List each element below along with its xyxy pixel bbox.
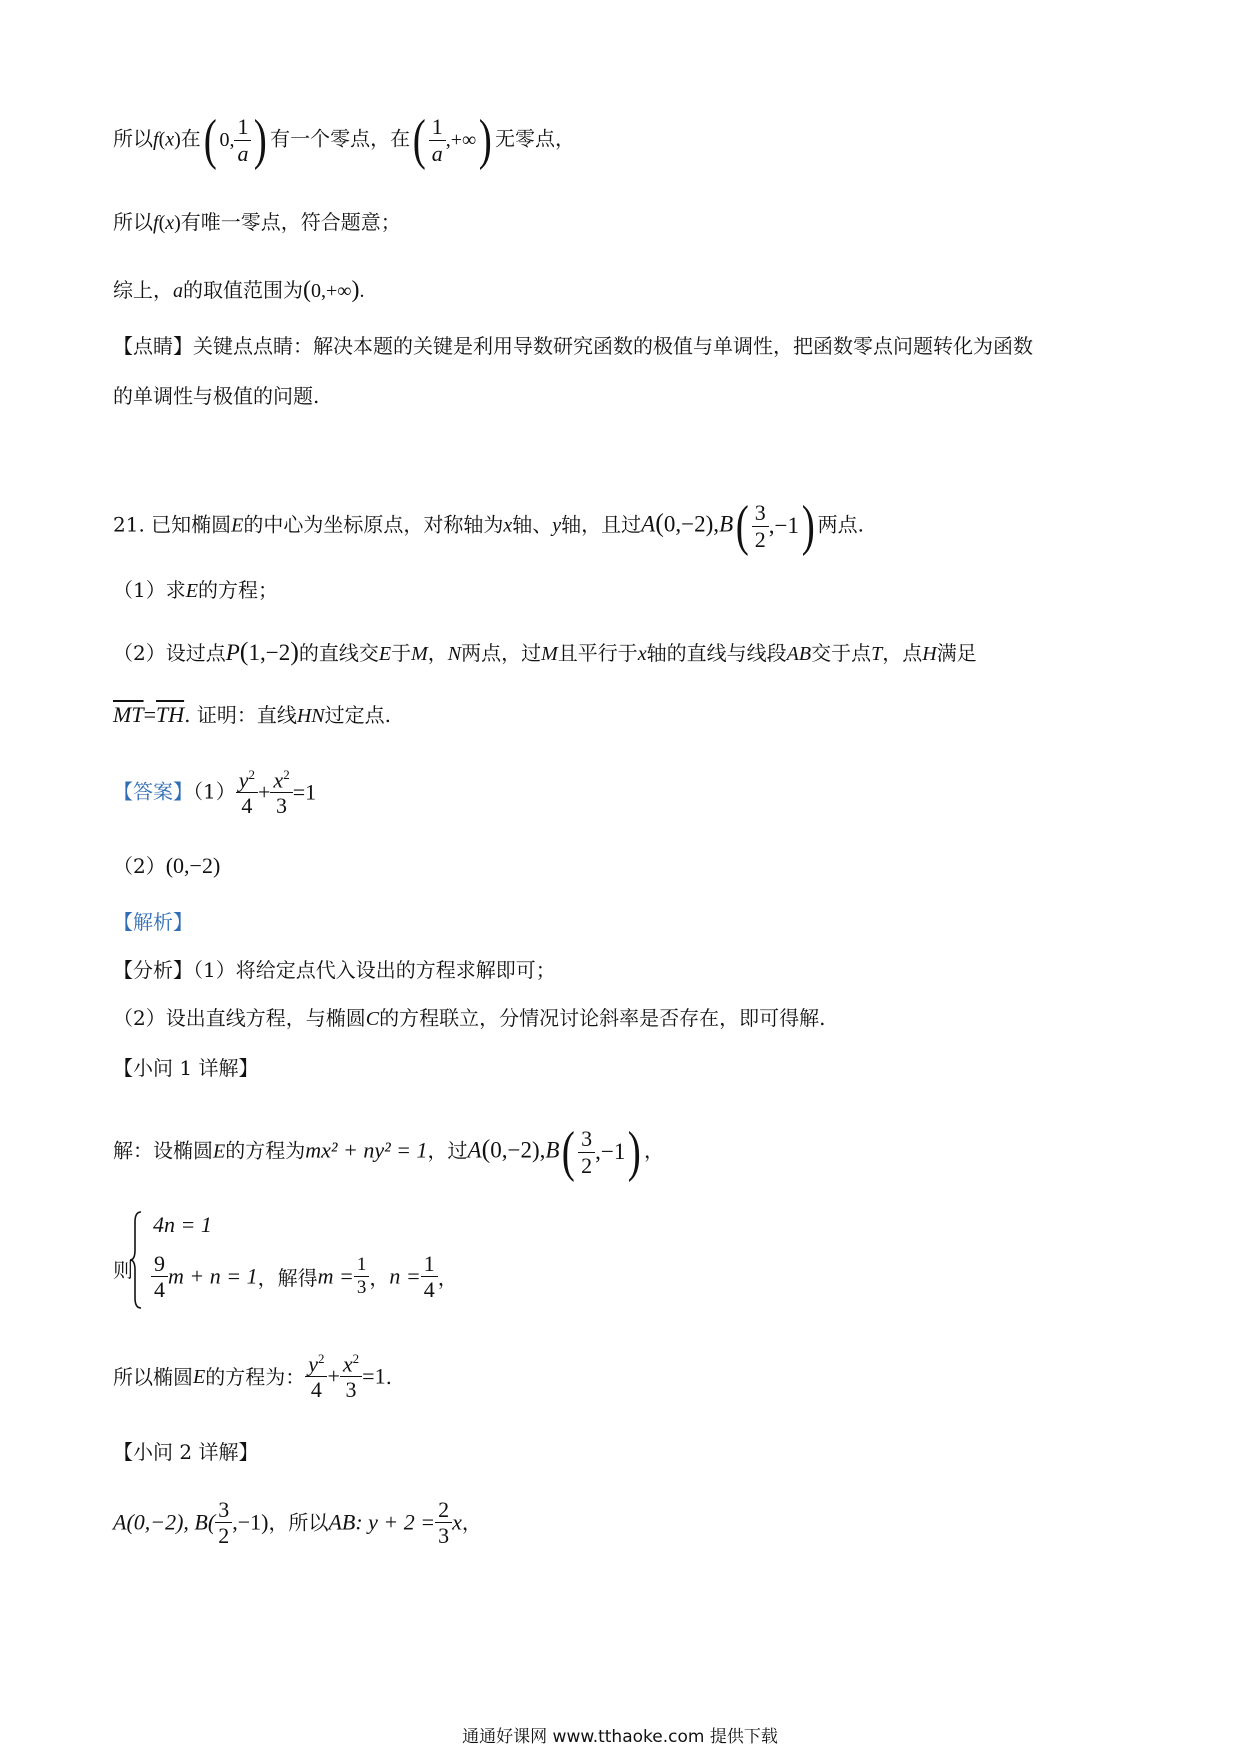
analysis-line-2 [113,1006,825,1031]
text: 关键点点睛：解决本题的关键是利用导数研究函数的极值与单调性，把函数零点问题转化为函数 [193,334,1033,358]
numerator: $x^2$ [340,1352,362,1377]
text: 的方程联立，分情况讨论斜率是否存在，即可得解. [379,1006,826,1030]
denominator: 3 [438,1523,450,1549]
math-text: 0, [219,129,235,151]
math-E: E [378,643,392,665]
numerator: 3 [752,501,769,526]
denominator: 4 [310,1377,322,1403]
math-text: =1 [292,779,317,805]
text-line [113,334,1033,358]
text: 轴，且过 [561,512,642,537]
text: 的直线交 [298,641,379,665]
math-text: A(0,−2), B( [113,1509,216,1535]
fraction [305,1352,327,1402]
tag-dianjing: 【点睛】 [113,334,193,358]
math-a: a [173,280,183,302]
denominator: 4 [241,793,253,819]
math-text: 0,+∞ [311,280,352,302]
math-E: E [231,514,244,537]
numerator: 2 [435,1498,452,1523]
solution-line-1: 解：设椭圆E的方程为mx² + ny² = 1，过A(0,−2),B( $\frac{3}{2}$ ,−1) ， [113,1121,665,1183]
tag-answer: 【答案】 [113,779,193,804]
question-21-part2: （2）设过点P(1,−2)的直线交E于M，N两点，过M且平行于x轴的直线与线段AB交于点T，点H满足 [113,637,977,666]
numerator: $y^2$ [305,1352,327,1377]
math-H: H [922,643,937,665]
text: 解：设椭圆 [113,1138,213,1163]
math-text: = [143,702,156,727]
math-equation: mx² + ny² = 1 [305,1137,428,1163]
answer-line-2 [113,853,220,879]
text: 满足 [936,641,977,665]
text: 的方程； [197,578,278,602]
math-text: ), [705,511,720,537]
text: （1） [193,779,236,804]
heading-xiaowen-1 [113,1056,258,1080]
text: ， [644,1138,665,1163]
text: . [359,280,365,302]
math-AB: AB [328,1509,356,1535]
text: . [385,1364,392,1389]
system-row-1: 4n = 1 [153,1212,212,1237]
text-line: 所以f(x)有唯一零点，符合题意； [113,210,401,234]
math-text: ,+∞ [445,129,477,151]
math-y: y [552,514,562,537]
math-text: + [327,1363,340,1389]
math-M: M [541,643,558,665]
text: . 证明：直线 [184,703,297,727]
math-x: x [503,514,513,537]
math-x: x [342,1351,353,1377]
math-f: f [153,128,159,151]
fraction [215,1498,232,1547]
text: （2）设过点 [113,641,226,665]
tag-jiexi [113,910,193,934]
answer-line-1 [113,768,316,818]
text: 且平行于 [557,641,638,665]
denominator: a [237,140,249,166]
tag-fenxi: 【分析】 [113,958,193,982]
math-text: ,−1 [595,1139,626,1165]
math-text: m + n = 1 [168,1263,258,1289]
text: 的中心为坐标原点，对称轴为 [243,512,504,537]
text-line [113,384,319,408]
math-AB: AB [786,643,812,665]
text: 则 [113,1258,133,1282]
question-21-part1 [113,578,278,603]
fraction [578,1127,595,1176]
page-footer [0,1722,1240,1747]
denominator: 3 [356,1277,367,1299]
solution-line-2 [113,1498,482,1547]
math-E: E [193,1365,206,1388]
fraction [270,768,292,818]
text: 的取值范围为 [183,278,303,302]
denominator: 4 [154,1277,165,1303]
result-line-1 [113,1352,392,1402]
fraction [354,1255,370,1298]
fraction [435,1498,452,1547]
math-f: f [153,212,159,234]
text: 21. 已知椭圆 [113,512,232,537]
numerator: 1 [421,1252,438,1277]
numerator: $x^2$ [270,768,292,793]
text: 所以椭圆 [113,1364,193,1389]
fraction [752,501,769,550]
text: 所以 [113,126,153,151]
brace-icon [129,1210,143,1310]
math-x: x [165,128,175,151]
math-text: ,−1) [232,1509,269,1535]
math-E: E [185,580,198,602]
math-text: (0,−2) [165,853,221,878]
math-x: x [637,643,647,665]
text: （1）求 [113,578,186,602]
numerator: 3 [215,1498,232,1523]
text: ，所以 [268,1510,329,1535]
numerator: 1 [354,1255,370,1277]
denominator: 2 [581,1152,593,1178]
question-21-part2-cont [113,702,391,728]
text: 综上， [113,278,173,302]
text: 于 [391,641,412,665]
math-text: ), [532,1137,546,1163]
math-A: A [467,1137,482,1163]
text: ， [437,1266,458,1291]
math-text: + [258,779,271,805]
numerator: 3 [578,1127,595,1152]
math-text: m = [317,1263,354,1289]
math-E: E [213,1140,226,1163]
math-text: : y + 2 = [355,1509,436,1535]
text: 的方程为： [205,1364,306,1389]
numerator: 1 [429,115,446,140]
text: 轴的直线与线段 [646,641,787,665]
vector-TH: $\overline{TH}$ [155,702,185,727]
math-HN: HN [296,705,325,727]
fraction [429,115,446,164]
heading-text: 【小问 1 详解】 [113,1056,259,1080]
text: 无零点， [494,126,575,151]
fraction [421,1252,438,1301]
math-A: A [641,511,656,537]
math-y: y [238,767,249,793]
math-text: ,−1 [768,513,800,539]
math-text: n = [389,1263,421,1289]
tag-jiexi-text: 【解析】 [113,910,193,934]
text: （1）将给定点代入设出的方程求解即可； [193,958,556,982]
denominator: a [431,140,443,166]
text: ，解得 [257,1266,318,1291]
text-line: 所以f(x)在( 0, $\frac{1}{a}$ ) 有一个零点，在( $\frac{1}{a}$ ,+∞) 无零点， [113,109,575,171]
fraction [151,1252,168,1301]
heading-xiaowen-2 [113,1440,258,1464]
text: 两点，过 [461,641,542,665]
text: 轴、 [512,512,553,537]
numerator: $y^2$ [236,768,258,793]
numerator: 9 [151,1252,168,1277]
text: 的方程为 [225,1138,306,1163]
math-T: T [871,643,883,665]
denominator: 3 [276,793,288,819]
heading-text: 【小问 2 详解】 [113,1440,259,1464]
system-row-2 [151,1252,458,1301]
text: 有唯一零点，符合题意； [180,210,401,234]
math-text: 1,−2 [248,640,291,665]
math-N: N [447,643,462,665]
footer-text: 通通好课网 www.tthaoke.com 提供下载 [462,1727,778,1747]
denominator: 2 [218,1523,230,1549]
math-x: x [452,1509,462,1535]
math-M: M [411,643,428,665]
text: 在 [180,126,201,151]
text: 两点. [817,512,865,537]
vector-MT: $\overline{MT}$ [113,702,144,727]
text: 过定点. [324,703,391,727]
text: （2） [113,854,166,878]
denominator: 3 [345,1377,357,1403]
math-text: 0,−2 [663,511,706,537]
text: 有一个零点，在 [270,126,411,151]
math-B: B [719,511,734,537]
fraction [234,115,251,164]
math-text: =1 [362,1363,386,1389]
text: ， [461,1510,482,1535]
math-x: x [273,767,284,793]
text: ，点 [882,641,923,665]
math-B: B [545,1137,560,1163]
math-x: x [165,212,175,234]
text: ， [369,1266,390,1291]
text: （2）设出直线方程，与椭圆 [113,1006,366,1030]
denominator: 4 [423,1277,435,1303]
math-P: P [225,640,240,665]
analysis-line-1 [113,958,556,982]
numerator: 1 [234,115,251,140]
text: 的单调性与极值的问题. [113,384,320,408]
text: ， [427,641,448,665]
math-C: C [365,1008,380,1030]
math-text: 0,−2 [490,1137,532,1163]
text: ，过 [427,1138,468,1163]
text: 交于点 [811,641,872,665]
text: 所以 [113,210,153,234]
question-21: 21. 已知椭圆E的中心为坐标原点，对称轴为x轴、y轴，且过A(0,−2),B( $\frac{3}{2}$ ,−1) 两点. [113,495,865,557]
fraction [236,768,258,818]
fraction [340,1352,362,1402]
text-line: 综上，a的取值范围为(0,+∞). [113,277,365,303]
denominator: 2 [754,526,766,552]
math-y: y [308,1351,318,1377]
